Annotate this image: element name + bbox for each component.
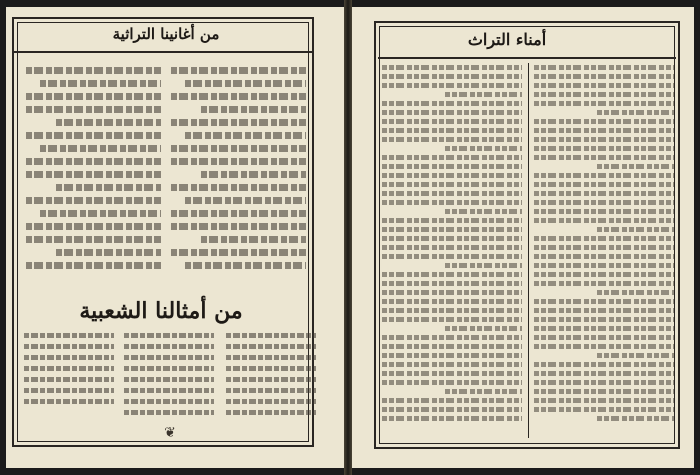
proverb-line: [226, 366, 316, 371]
text-line: [534, 407, 674, 412]
poem-section-title: من أغانينا التراثية: [112, 25, 220, 43]
text-line: [534, 173, 674, 178]
proverb-line: [124, 333, 214, 338]
verse-line: [56, 249, 161, 256]
text-line: [534, 398, 674, 403]
text-line: [382, 83, 522, 88]
text-line: [534, 128, 674, 133]
text-line: [534, 326, 674, 331]
text-line: [534, 362, 674, 367]
verse-line: [171, 184, 306, 191]
article-author: [380, 37, 450, 51]
verse-line: [185, 132, 307, 139]
proverb-line: [124, 355, 214, 360]
text-line: [445, 92, 522, 97]
proverb-line: [24, 355, 114, 360]
proverb-line: [24, 366, 114, 371]
verse-line: [171, 145, 306, 152]
article-column-right: [534, 65, 674, 437]
verse-line: [40, 145, 162, 152]
text-line: [382, 344, 522, 349]
right-page: [352, 7, 694, 468]
left-page: [6, 7, 344, 468]
text-line: [534, 254, 674, 259]
text-line: [534, 101, 674, 106]
page-folio-left: [26, 453, 106, 465]
verse-line: [201, 171, 306, 178]
text-line: [534, 209, 674, 214]
text-line: [382, 317, 522, 322]
text-line: [382, 362, 522, 367]
text-line: [382, 128, 522, 133]
text-line: [382, 137, 522, 142]
text-line: [534, 317, 674, 322]
verse-line: [56, 184, 161, 191]
verse-line: [185, 80, 307, 87]
column-rule: [528, 63, 529, 438]
text-line: [534, 389, 674, 394]
text-line: [597, 353, 674, 358]
text-line: [534, 218, 674, 223]
header-rule: [378, 57, 676, 59]
verse-line: [26, 158, 161, 165]
text-line: [382, 74, 522, 79]
text-line: [534, 263, 674, 268]
proverbs-section-title: من أمثالنا الشعبية: [79, 298, 243, 324]
text-line: [534, 281, 674, 286]
text-line: [534, 335, 674, 340]
proverb-line: [24, 344, 114, 349]
book-spine: [344, 0, 352, 475]
text-line: [382, 299, 522, 304]
proverb-line: [124, 410, 214, 415]
proverb-line: [226, 388, 316, 393]
proverb-list-left: [24, 333, 114, 429]
text-line: [534, 137, 674, 142]
text-line: [534, 371, 674, 376]
text-line: [382, 110, 522, 115]
text-line: [382, 155, 522, 160]
verse-line: [40, 210, 162, 217]
text-line: [382, 371, 522, 376]
verse-line: [26, 67, 161, 74]
page-folio-right: [607, 453, 677, 465]
text-line: [382, 218, 522, 223]
text-line: [382, 182, 522, 187]
verse-line: [185, 197, 307, 204]
text-line: [382, 119, 522, 124]
text-line: [382, 101, 522, 106]
text-line: [382, 254, 522, 259]
text-line: [382, 281, 522, 286]
text-line: [534, 380, 674, 385]
proverb-list-middle: [124, 333, 214, 429]
text-line: [445, 389, 522, 394]
text-line: [382, 65, 522, 70]
article-title: أمناء التراث: [467, 30, 547, 49]
text-line: [534, 344, 674, 349]
verse-line: [171, 223, 306, 230]
text-line: [382, 191, 522, 196]
text-line: [445, 326, 522, 331]
text-line: [382, 308, 522, 313]
verse-line: [56, 119, 161, 126]
verse-line: [171, 67, 306, 74]
proverb-line: [226, 355, 316, 360]
proverb-line: [226, 399, 316, 404]
text-line: [382, 290, 522, 295]
proverb-line: [226, 333, 316, 338]
text-line: [597, 290, 674, 295]
text-line: [534, 236, 674, 241]
verse-line: [26, 93, 161, 100]
text-line: [445, 209, 522, 214]
proverb-line: [24, 388, 114, 393]
fleuron-ornament-icon: ❦: [164, 425, 176, 441]
text-line: [445, 263, 522, 268]
text-line: [382, 200, 522, 205]
text-line: [534, 65, 674, 70]
proverb-line: [124, 344, 214, 349]
verse-line: [26, 223, 161, 230]
text-line: [382, 380, 522, 385]
proverb-line: [24, 333, 114, 338]
verse-line: [171, 249, 306, 256]
proverb-line: [124, 388, 214, 393]
verse-line: [201, 106, 306, 113]
verse-column-right: [171, 67, 306, 282]
text-line: [382, 236, 522, 241]
verse-line: [201, 236, 306, 243]
poem-subtitle: [211, 51, 306, 63]
proverb-line: [124, 366, 214, 371]
text-line: [382, 335, 522, 340]
verse-line: [171, 210, 306, 217]
text-line: [597, 164, 674, 169]
text-line: [382, 245, 522, 250]
text-line: [382, 164, 522, 169]
verse-line: [26, 262, 161, 269]
text-line: [534, 155, 674, 160]
text-line: [534, 308, 674, 313]
verse-line: [26, 132, 161, 139]
proverb-list-right: [226, 333, 316, 429]
verse-line: [26, 171, 161, 178]
text-line: [534, 83, 674, 88]
text-line: [534, 245, 674, 250]
article-column-left: [382, 65, 522, 437]
text-line: [382, 227, 522, 232]
text-line: [597, 416, 674, 421]
text-line: [534, 200, 674, 205]
text-line: [597, 110, 674, 115]
verse-line: [26, 197, 161, 204]
text-line: [534, 272, 674, 277]
text-line: [382, 407, 522, 412]
verse-line: [185, 262, 307, 269]
text-line: [382, 416, 522, 421]
text-line: [534, 191, 674, 196]
proverb-line: [124, 399, 214, 404]
article-byline-label: [602, 31, 672, 45]
verse-line: [26, 236, 161, 243]
proverb-line: [24, 399, 114, 404]
text-line: [534, 146, 674, 151]
text-line: [382, 272, 522, 277]
text-line: [382, 353, 522, 358]
verse-line: [40, 80, 162, 87]
proverb-line: [226, 344, 316, 349]
proverb-line: [226, 377, 316, 382]
verse-line: [171, 93, 306, 100]
text-line: [534, 182, 674, 187]
text-line: [382, 398, 522, 403]
verse-line: [171, 158, 306, 165]
text-line: [445, 146, 522, 151]
verse-line: [26, 106, 161, 113]
text-line: [534, 299, 674, 304]
text-line: [597, 227, 674, 232]
verse-line: [171, 119, 306, 126]
text-line: [534, 119, 674, 124]
text-line: [382, 173, 522, 178]
proverb-line: [124, 377, 214, 382]
text-line: [534, 92, 674, 97]
text-line: [534, 74, 674, 79]
proverb-line: [226, 410, 316, 415]
proverb-line: [24, 377, 114, 382]
prepared-by-byline: [26, 431, 146, 445]
verse-column-left: [26, 67, 161, 282]
